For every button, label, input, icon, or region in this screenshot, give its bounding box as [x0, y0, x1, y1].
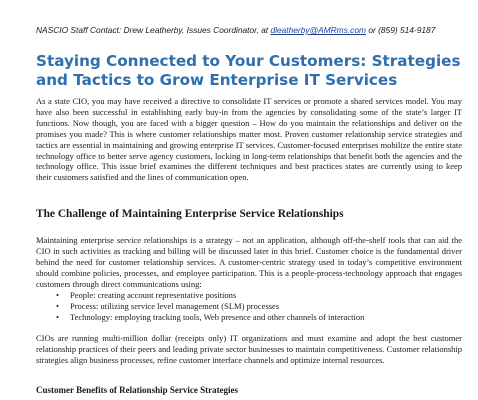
- page-title: Staying Connected to Your Customers: Strategies and Tactics to Grow Enterprise IT Services: [36, 52, 461, 89]
- bullet-icon: •: [56, 300, 59, 311]
- contact-email-link[interactable]: dleatherby@AMRms.com: [270, 25, 366, 35]
- cios-paragraph: CIOs are running multi-million dollar (receipts only) IT organizations and must examine and adopt the best customer relationship practices of their peers and leading private sector businesses to maintain competitiveness. Customer relationship strategies align business processes, refine customer interface channels and optimize internal resources.: [36, 333, 462, 365]
- bullet-icon: •: [56, 290, 59, 300]
- bullet-list: [36, 290, 462, 323]
- section-heading-benefits: Customer Benefits of Relationship Service Strategies: [36, 385, 239, 395]
- contact-suffix: or (859) 514-9187: [366, 25, 436, 35]
- contact-prefix: NASCIO Staff Contact: Drew Leatherby, Issues Coordinator, at: [36, 25, 271, 35]
- list-item: [36, 290, 462, 301]
- list-item: [36, 312, 462, 323]
- section-heading-challenge: The Challenge of Maintaining Enterprise Service Relationships: [36, 208, 344, 220]
- bullet-icon: •: [56, 311, 59, 322]
- challenge-paragraph: Maintaining enterprise service relationships is a strategy – not an application, although off-the-shelf tools that can aid the CIO in such activities as tracking and billing will be discussed later in this brief. Customer choice is the fundamental driver behind the need for customer relationship services. A customer-centric strategy used in today’s competitive environment should combine policies, processes, and employee participation. This is a people-process-technology approach that engages customers through direct communications using:: [36, 235, 462, 289]
- list-item: [36, 301, 462, 312]
- intro-paragraph: As a state CIO, you may have received a directive to consolidate IT services or promote a shared services model. You may have also been successful in establishing early buy-in from the agencies by consolidating some of the state’s larger IT functions. Now though, you are faced with a bigger question – How do you maintain the relationships and deliver on the promises you made? This is where customer relationships matter most. Proven customer relationship service strategies and tactics are essential in maintaining and growing enterprise IT services. Customer-focused enterprises mobilize the entire state technology office to better serve agency customers, locking in long-term relationships that benefit both the agencies and the technology office. This issue brief examines the different techniques and best practices states are currently using to keep their customers satisfied and the lines of communication open.: [36, 96, 462, 183]
- list-item-text: Process: utilizing service level management (SLM) processes: [70, 300, 280, 311]
- staff-contact-line: [36, 25, 476, 36]
- list-item-text: People: creating account representative positions: [70, 290, 237, 300]
- list-item-text: Technology: employing tracking tools, Web presence and other channels of interaction: [70, 311, 365, 322]
